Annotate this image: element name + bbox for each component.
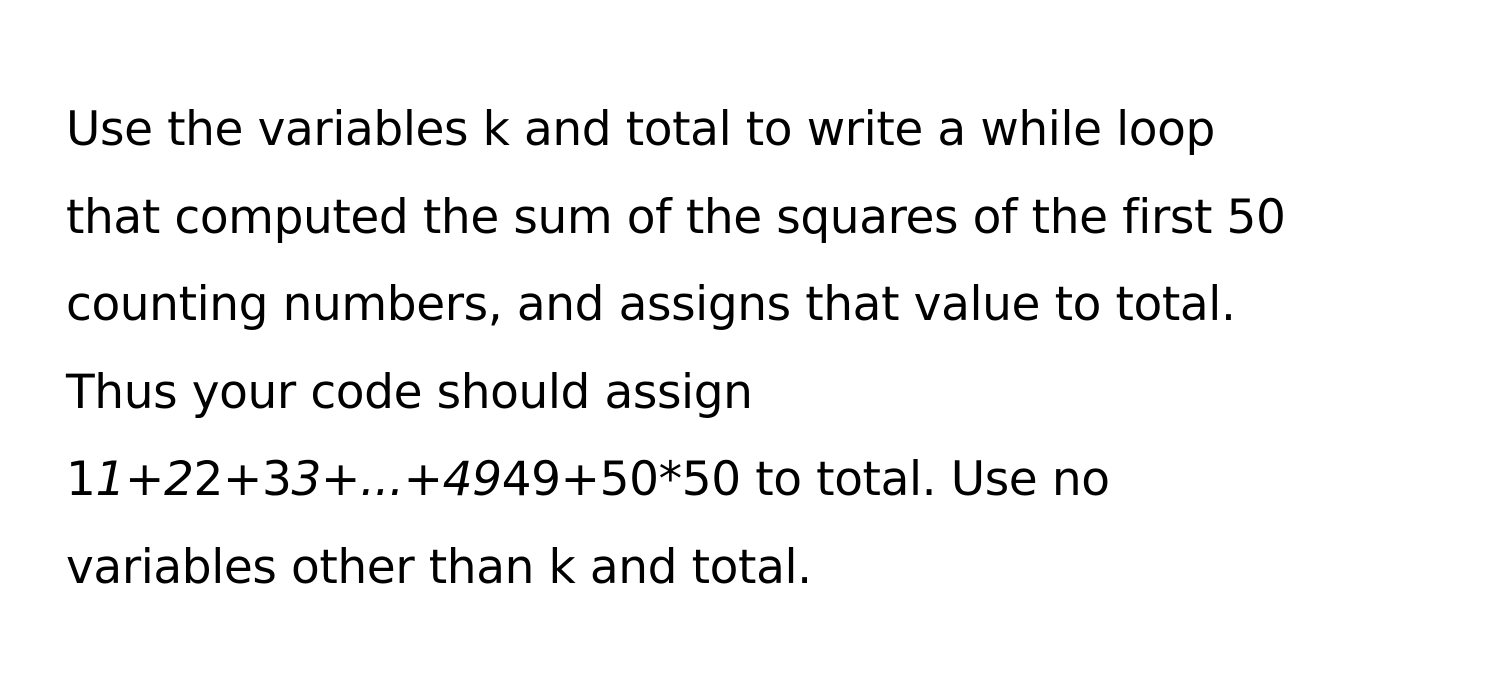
expression-segment: 49+50*50 to total. Use no bbox=[501, 452, 1110, 507]
problem-line-4: Thus your code should assign bbox=[66, 364, 753, 420]
expression-segment: 1 bbox=[66, 452, 96, 507]
problem-line-5-expression bbox=[66, 436, 1466, 524]
expression-segment: 2+3 bbox=[193, 452, 292, 507]
expression-segment-italic: 1+2 bbox=[95, 452, 194, 507]
problem-line-6: variables other than k and total. bbox=[66, 539, 812, 595]
problem-text bbox=[66, 86, 1466, 611]
expression-segment-italic: 3+...+49 bbox=[291, 452, 502, 507]
problem-line-3: counting numbers, and assigns that value to total. bbox=[66, 277, 1236, 332]
problem-line-2: that computed the sum of the squares of the first 50 bbox=[66, 189, 1286, 245]
problem-line-1: Use the variables k and total to write a while loop bbox=[66, 102, 1215, 157]
